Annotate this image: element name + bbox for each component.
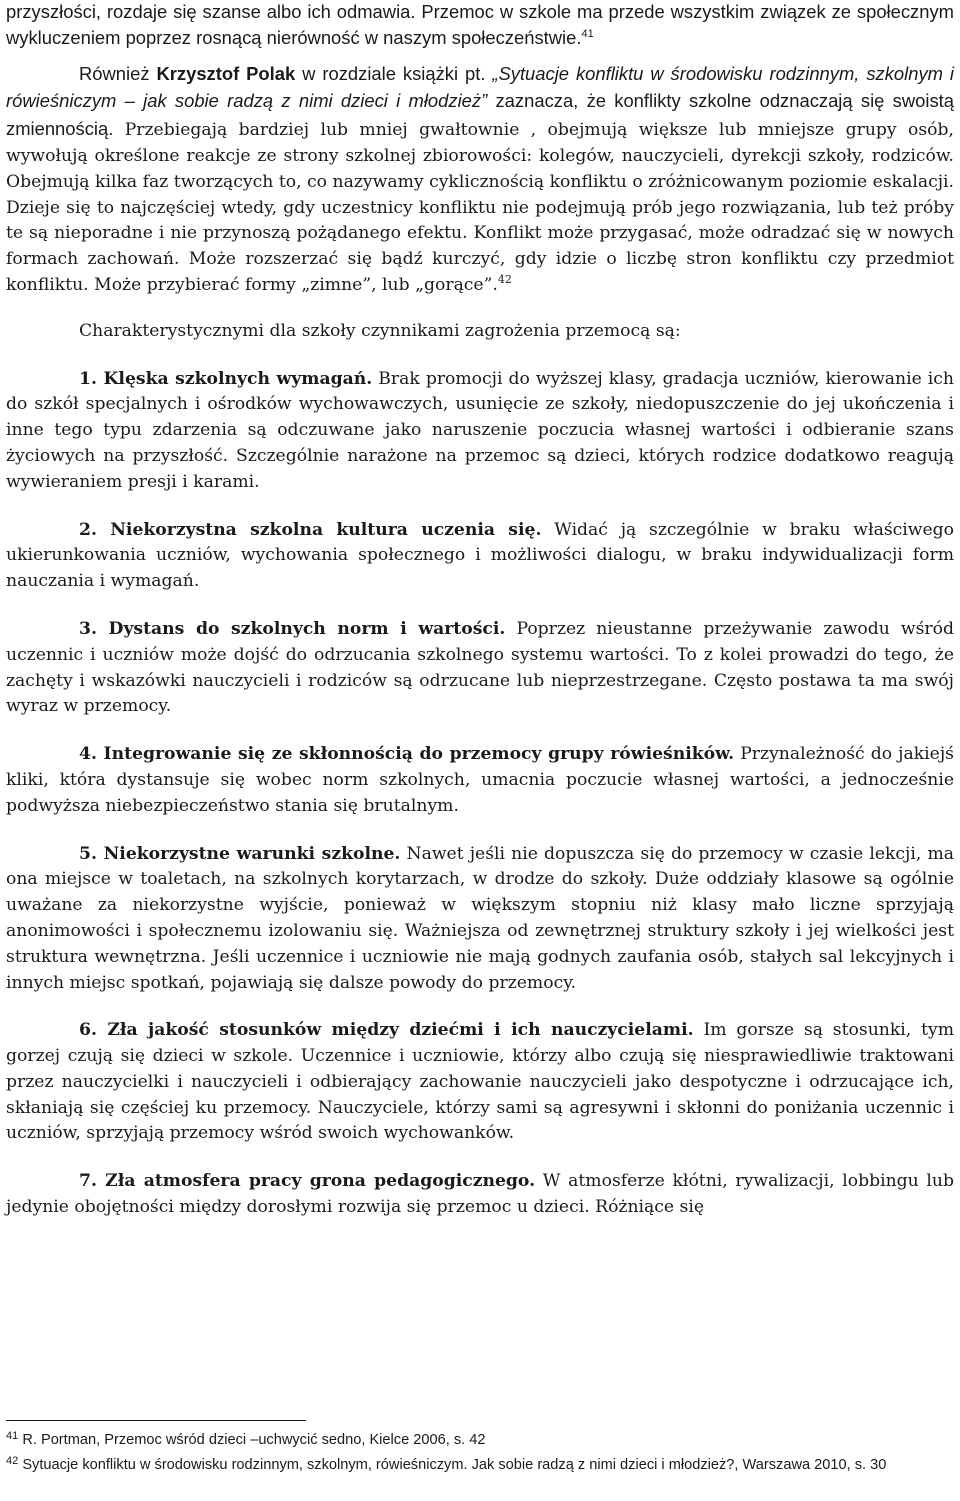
footnote-number: 42 [6, 1455, 19, 1467]
footnote-42: $^{42}$ Sytuacje konfliktu w środowisku rodzinnym, szkolnym, rówieśniczym. Jak sobie radzą z nimi dzieci i młodzież?, Warszawa 2010, s. 30 [6, 1455, 887, 1473]
factor-item: 6. Zła jakość stosunków między dziećmi i ich nauczycielami. Im gorsze są stosunki, tym gorzej czują się dzieci w szkole. Uczennice i uczniowie, którzy albo czują się niesprawiedliwie traktowani przez nauczycielki i nauczycieli i odbierający zachowanie nauczycieli jako despotyczne i odrzucające ich, skłaniają się częściej ku przemocy. Nauczyciele, którzy sami są agresywni i skłonni do poniżania uczennic i uczniów, sprzyjają przemocy wśród swoich wychowanków. [6, 1020, 954, 1144]
factor-item: 7. Zła atmosfera pracy grona pedagogicznego. W atmosferze kłótni, rywalizacji, lobbingu lub jedynie obojętności między dorosłymi rozwija się przemoc u dzieci. Różniące się [6, 1171, 954, 1218]
factor-item: 5. Niekorzystne warunki szkolne. Nawet jeśli nie dopuszcza się do przemocy w czasie lekcji, ma ona miejsce w toaletach, na szkolnych korytarzach, w drodze do szkoły. Duże oddziały klasowe są ogólnie uważane za niekorzystne wyjście, ponieważ w większym stopniu niż klasy mało liczne sprzyjają anonimowości i społecznemu izolowaniu się. Ważniejsza od zewnętrznej struktury szkoły i jej wielkości jest struktura wewnętrzna. Jeśli uczennice i uczniowie nie mają godnych zaufania osób, stałych sal lekcyjnych i innych miejsc spotkań, pojawiają się dalsze powody do przemocy. [6, 843, 954, 993]
intro-paragraph: przyszłości, rozdaje się szanse albo ich odmawia. Przemoc w szkole ma przede wszystkim związek ze społecznym wykluczeniem poprzez rosnącą nierówność w naszym społeczeństwie.$^{41}$ [6, 1, 954, 48]
footnote-divider [6, 1420, 306, 1421]
document-page [6, 0, 954, 1221]
factor-heading: 1. Klęska szkolnych wymagań. [79, 368, 373, 389]
factor-heading: 4. Integrowanie się ze skłonnością do przemocy grupy rówieśników. [79, 744, 735, 765]
factor-heading: 7. Zła atmosfera pracy grona pedagogicznego. [79, 1171, 536, 1192]
author-name: Krzysztof Polak [156, 62, 296, 84]
factor-item: 2. Niekorzystna szkolna kultura uczenia się. Widać ją szczególnie w braku właściwego ukierunkowania uczniów, wychowania społecznego i możliwości dialogu, w braku indywidualizacji form nauczania i wymagań. [6, 519, 955, 592]
book-title: „Sytuacje konfliktu w środowisku rodzinnym, szkolnym i rówieśniczym – jak sobie radzą z nimi dzieci i młodzież” [6, 62, 954, 112]
factor-heading: 3. Dystans do szkolnych norm i wartości. [79, 618, 506, 639]
factor-item: 1. Klęska szkolnych wymagań. Brak promocji do wyższej klasy, gradacja uczniów, kierowanie ich do szkół specjalnych i ośrodków wychowawczych, usunięcie ze szkoły, niedopuszczenie do jej ukończenia i inne tego typu zdarzenia są odczuwane jako naruszenie poczucia własnej wartości i odbieranie szans życiowych na przyszłość. Szczególnie narażone na przemoc są dzieci, których rodzice dodatkowo reagują wywieraniem presji i karami. [6, 368, 955, 492]
footnote-ref-42: 42 [497, 272, 512, 286]
footnote-41: $^{41}$ R. Portman, Przemoc wśród dzieci –uchwycić sedno, Kielce 2006, s. 42 [6, 1430, 486, 1448]
factors-list [6, 367, 954, 1221]
factor-heading: 2. Niekorzystna szkolna kultura uczenia się. [79, 519, 542, 540]
factor-heading: 6. Zła jakość stosunków między dziećmi i ich nauczycielami. [79, 1020, 694, 1041]
footnote-ref-41: 41 [581, 27, 594, 40]
factor-heading: 5. Niekorzystne warunki szkolne. [79, 843, 401, 864]
polak-paragraph: Również Krzysztof Polak w rozdziale książki pt. „Sytuacje konfliktu w środowisku rodzinnym, szkolnym i rówieśniczym – jak sobie radzą z nimi dzieci i młodzież” zaznacza, że konflikty szkolne odznaczają się swoistą zmiennością. Przebiegają bardziej lub mniej gwałtownie , obejmują większe lub mniejsze grupy osób, wywołują określone reakcje ze strony szkolnej zbiorowości: kolegów, nauczycieli, dyrekcji szkoły, rodziców. Obejmują kilka faz tworzących to, co nazywamy cyklicznością konfliktu o zróżnicowanym poziomie eskalacji. Dzieje się to najczęściej wtedy, gdy uczestnicy konfliktu nie podejmują prób jego rozwiązania, lub też próby te są nieporadne i nie przynoszą pożądanego efektu. Konflikt może przygasać, może odradzać się w nowych formach zachowań. Może rozszerzać się bądź kurczyć, gdy idzie o liczbę stron konfliktu czy przedmiot konfliktu. Może przybierać formy „zimne”, lub „gorące”.$^{42}$ [6, 62, 954, 295]
footnote-number: 41 [6, 1430, 19, 1442]
footnotes [6, 1430, 954, 1480]
factor-item: 4. Integrowanie się ze skłonnością do przemocy grupy rówieśników. Przynależność do jakiejś kliki, która dystansuje się wobec norm szkolnych, umacnia poczucie własnej wartości, a jednocześnie podwyższa niebezpieczeństwo stania się brutalnym. [6, 744, 954, 816]
factor-item: 3. Dystans do szkolnych norm i wartości. Poprzez nieustanne przeżywanie zawodu wśród uczennic i uczniów może dojść do odrzucania szkolnego systemu wartości. To z kolei prowadzi do tego, że zachęty i wskazówki nauczycieli i rodziców są odrzucane lub nieprzestrzegane. Często postawa ta ma swój wyraz w przemocy. [6, 618, 954, 717]
factors-intro: Charakterystycznymi dla szkoły czynnikami zagrożenia przemocą są: [79, 320, 681, 341]
